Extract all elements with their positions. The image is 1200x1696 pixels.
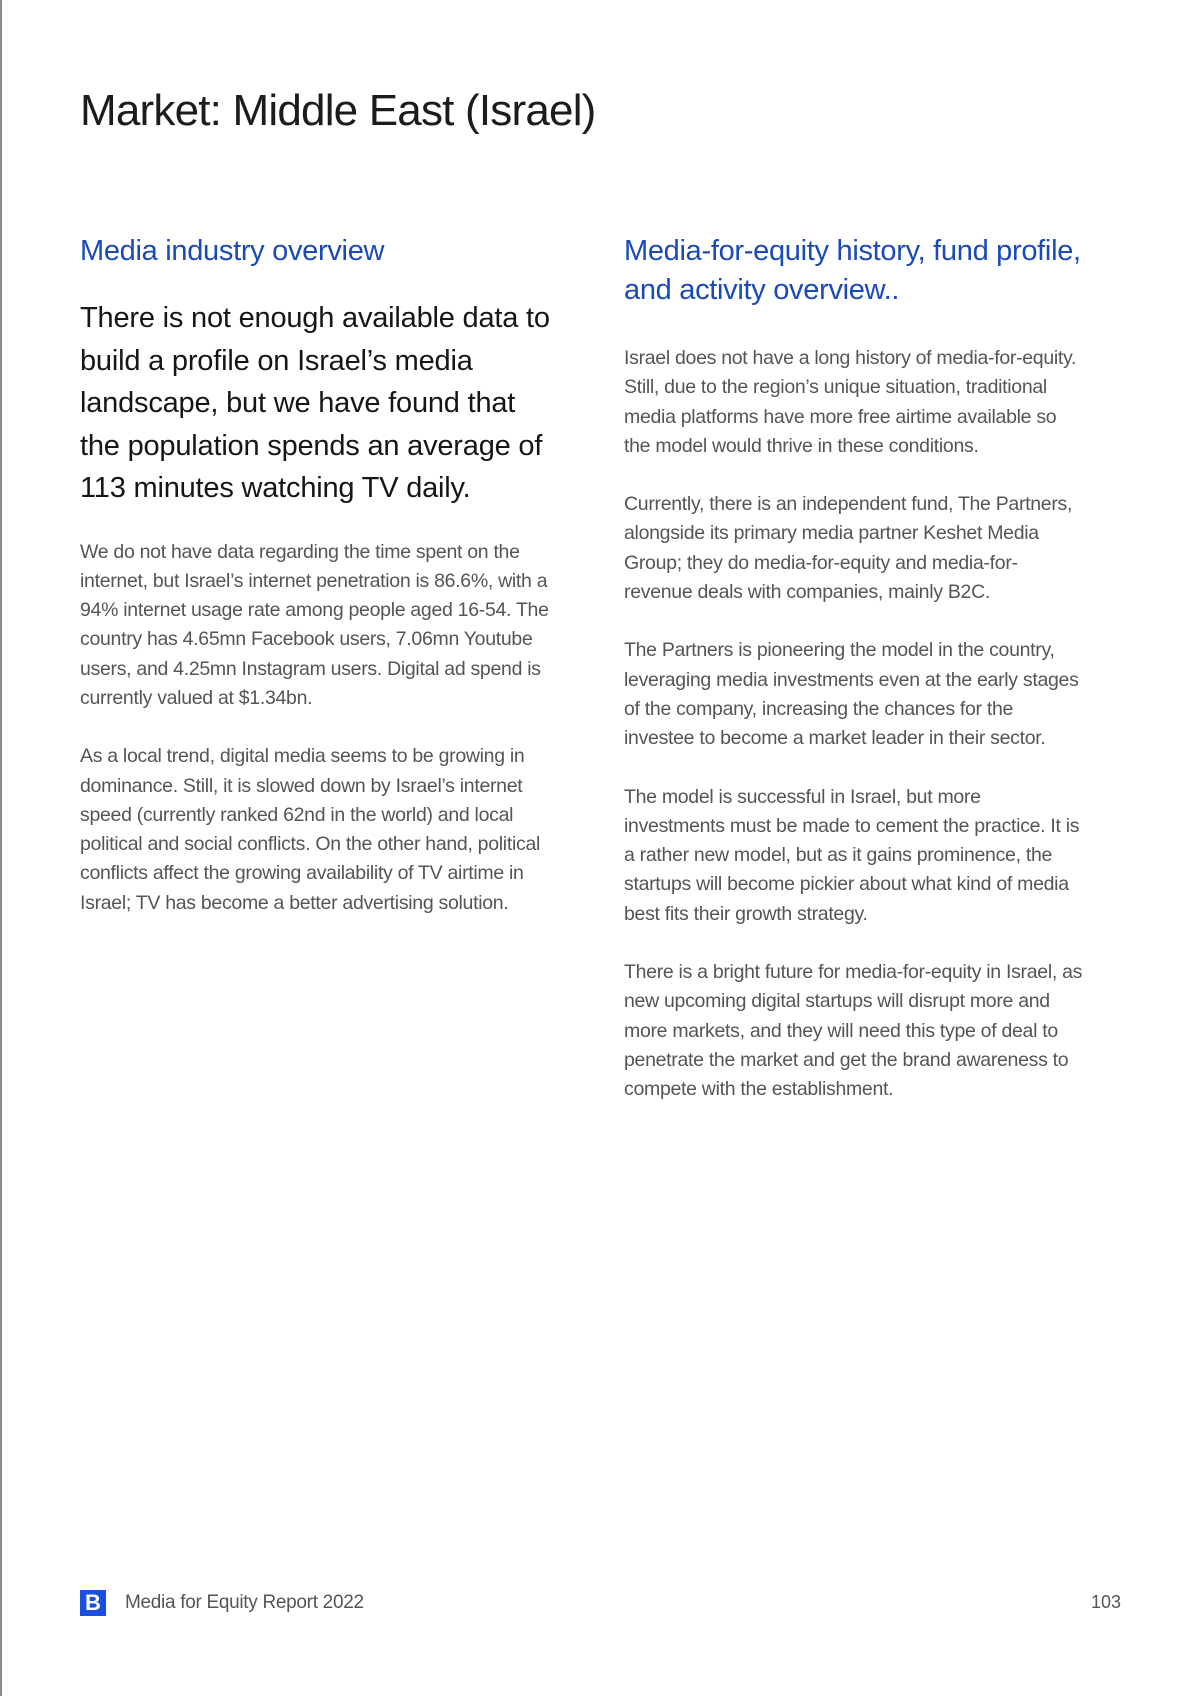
report-title: Media for Equity Report 2022 [125, 1592, 364, 1613]
body-paragraph: We do not have data regarding the time spent on the internet, but Israel’s internet penetration is 86.6%, with a 94% internet usage rate among people aged 16-54. The country has 4.65mn Facebook users, 7.06mn Youtube users, and 4.25mn Instagram users. Digital ad spend is currently valued at $1.34bn. [80, 540, 549, 709]
lead-paragraph: There is not enough available data to build a profile on Israel’s media landscape, but we have found that the population spends an average of 113 minutes watching TV daily. [80, 302, 550, 504]
body-paragraph: Israel does not have a long history of media-for-equity. Still, due to the region’s unique situation, traditional media platforms have more free airtime available so the model would thrive in these conditions. [624, 347, 1077, 457]
body-paragraph: There is a bright future for media-for-equity in Israel, as new upcoming digital startups will disrupt more and more markets, and they will need this type of deal to penetrate the market and get the brand awareness to compete with the establishment. [624, 961, 1083, 1101]
body-paragraph: The Partners is pioneering the model in the country, leveraging media investments even at the early stages of the company, increasing the chances for the investee to become a market leader in their sector. [624, 639, 1079, 750]
page-title: Market: Middle East (Israel) [80, 86, 596, 135]
body-paragraph: Currently, there is an independent fund, The Partners, alongside its primary media partner Keshet Media Group; they do media-for-equity and media-for-revenue deals with companies, mainly B2C. [624, 493, 1073, 604]
section-heading-media-for-equity: Media-for-equity history, fund profile, and activity overview.. [624, 235, 1081, 306]
page-number: 103 [1091, 1592, 1122, 1612]
section-heading-media-industry: Media industry overview [80, 235, 385, 267]
brand-logo-icon: B [80, 1590, 106, 1616]
body-paragraph: The model is successful in Israel, but more investments must be made to cement the practice. It is a rather new model, but as it gains prominence, the startups will become pickier about what kind of media best fits their growth strategy. [624, 785, 1080, 925]
page-footer [80, 1590, 364, 1616]
media-for-equity-history-section [624, 232, 1084, 1105]
media-industry-overview-section [80, 232, 550, 918]
body-paragraph: As a local trend, digital media seems to be growing in dominance. Still, it is slowed down by Israel’s internet speed (currently ranked 62nd in the world) and local political and social conflicts. On the other hand, political conflicts affect the growing availability of TV airtime in Israel; TV has become a better advertising solution. [80, 745, 541, 914]
